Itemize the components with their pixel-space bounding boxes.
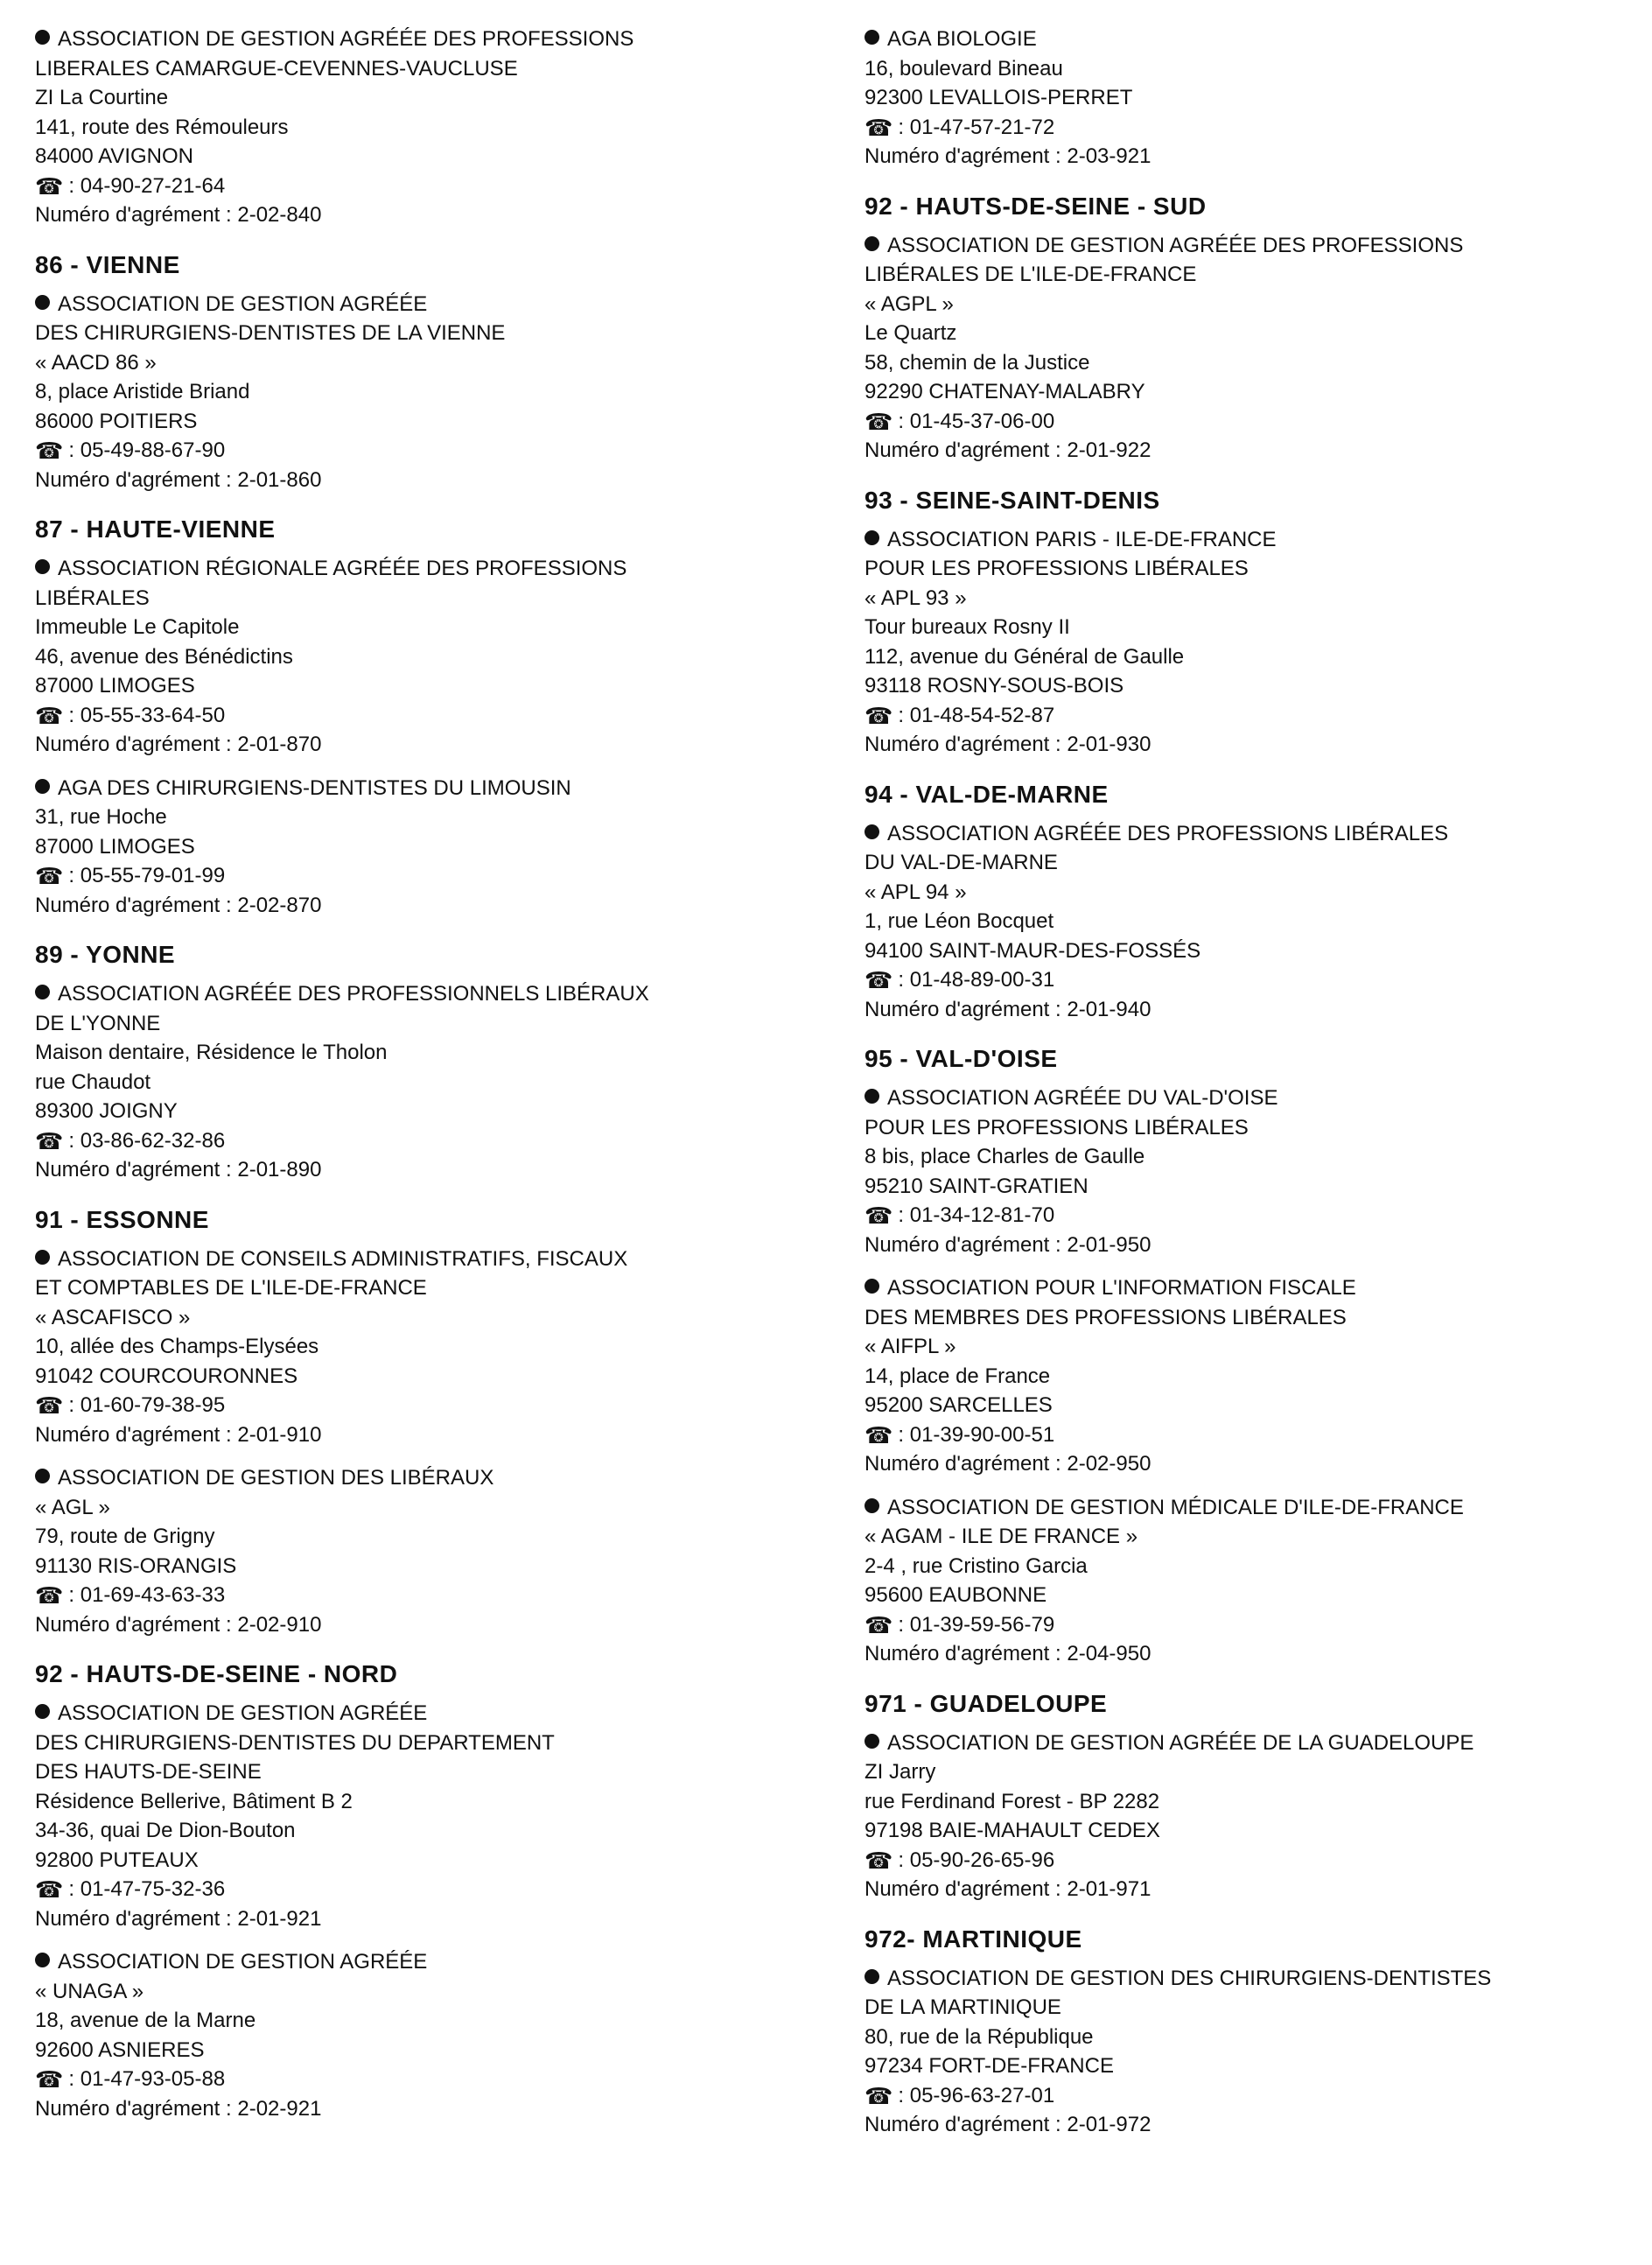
address-line: « APL 93 » xyxy=(864,586,967,610)
association-name: ASSOCIATION DE GESTION MÉDICALE D'ILE-DE-FRANCE xyxy=(864,1493,1634,1523)
address-line: « AACD 86 » xyxy=(35,350,157,375)
association-entry xyxy=(864,1083,1634,1259)
association-entry xyxy=(35,1699,822,1933)
agrement-number: Numéro d'agrément : 2-01-910 xyxy=(35,1422,322,1447)
address-line: 46, avenue des Bénédictins xyxy=(35,644,293,669)
agrement-number: Numéro d'agrément : 2-03-921 xyxy=(864,144,1152,168)
association-entry xyxy=(35,774,822,921)
address-line: rue Ferdinand Forest - BP 2282 xyxy=(864,1789,1160,1813)
address-line: DES CHIRURGIENS-DENTISTES DU DEPARTEMENT xyxy=(35,1730,555,1755)
address-line: 58, chemin de la Justice xyxy=(864,350,1090,375)
phone-number: : 01-48-89-00-31 xyxy=(898,968,1055,992)
telephone-icon: ☎ xyxy=(35,702,64,729)
right-column xyxy=(864,25,1634,2154)
association-name: ASSOCIATION POUR L'INFORMATION FISCALE xyxy=(864,1273,1634,1303)
phone-line xyxy=(864,1420,1634,1450)
phone-number: : 05-90-26-65-96 xyxy=(898,1848,1055,1872)
association-name: ASSOCIATION DE GESTION AGRÉÉE xyxy=(35,1947,822,1977)
address-line: Immeuble Le Capitole xyxy=(35,615,240,639)
phone-number: : 01-39-90-00-51 xyxy=(898,1422,1055,1447)
association-name: ASSOCIATION DE GESTION DES LIBÉRAUX xyxy=(35,1463,822,1493)
address-line: 31, rue Hoche xyxy=(35,805,167,829)
agrement-number: Numéro d'agrément : 2-01-921 xyxy=(35,1906,322,1931)
department-heading: 95 - VAL-D'OISE xyxy=(864,1045,1058,1072)
agrement-number: Numéro d'agrément : 2-02-950 xyxy=(864,1452,1152,1476)
association-name: ASSOCIATION AGRÉÉE DU VAL-D'OISE xyxy=(864,1083,1634,1113)
association-name: ASSOCIATION DE GESTION AGRÉÉE DE LA GUADELOUPE xyxy=(864,1729,1634,1758)
telephone-icon: ☎ xyxy=(864,967,893,993)
phone-number: : 01-45-37-06-00 xyxy=(898,409,1055,433)
phone-number: : 05-49-88-67-90 xyxy=(68,438,226,462)
phone-line xyxy=(35,1391,822,1420)
address-line: 80, rue de la République xyxy=(864,2024,1094,2049)
association-entry xyxy=(35,1947,822,2123)
telephone-icon: ☎ xyxy=(864,1611,893,1638)
address-line: « AGAM - ILE DE FRANCE » xyxy=(864,1525,1138,1548)
department-heading: 92 - HAUTS-DE-SEINE - SUD xyxy=(864,192,1207,220)
department-heading: 93 - SEINE-SAINT-DENIS xyxy=(864,486,1160,514)
department-heading: 971 - GUADELOUPE xyxy=(864,1689,1108,1717)
phone-line xyxy=(864,1610,1634,1640)
association-name: ASSOCIATION PARIS - ILE-DE-FRANCE xyxy=(864,525,1634,555)
address-line: 112, avenue du Général de Gaulle xyxy=(864,644,1185,669)
telephone-icon: ☎ xyxy=(864,1421,893,1448)
address-line: LIBERALES CAMARGUE-CEVENNES-VAUCLUSE xyxy=(35,56,518,81)
phone-number: : 01-47-57-21-72 xyxy=(898,115,1055,139)
telephone-icon: ☎ xyxy=(864,1847,893,1874)
association-name: ASSOCIATION DE CONSEILS ADMINISTRATIFS, FISCAUX xyxy=(35,1245,822,1274)
telephone-icon: ☎ xyxy=(35,863,64,889)
address-line: 97198 BAIE-MAHAULT CEDEX xyxy=(864,1819,1160,1842)
phone-line xyxy=(864,407,1634,437)
address-line: DE L'YONNE xyxy=(35,1011,161,1035)
address-line: 141, route des Rémouleurs xyxy=(35,115,289,139)
agrement-number: Numéro d'agrément : 2-01-940 xyxy=(864,997,1152,1021)
association-entry xyxy=(35,25,822,230)
phone-number: : 01-69-43-63-33 xyxy=(68,1583,226,1607)
address-line: Maison dentaire, Résidence le Tholon xyxy=(35,1041,388,1064)
department-heading: 89 - YONNE xyxy=(35,941,176,968)
address-line: POUR LES PROFESSIONS LIBÉRALES xyxy=(864,557,1249,580)
address-line: 95210 SAINT-GRATIEN xyxy=(864,1174,1088,1198)
address-line: 8, place Aristide Briand xyxy=(35,380,250,403)
phone-number: : 01-39-59-56-79 xyxy=(898,1612,1055,1637)
telephone-icon: ☎ xyxy=(35,1392,64,1419)
phone-line xyxy=(864,1201,1634,1231)
address-line: « AIFPL » xyxy=(864,1335,956,1358)
phone-line xyxy=(35,1126,822,1156)
phone-line xyxy=(35,701,822,731)
phone-number: : 04-90-27-21-64 xyxy=(68,173,226,198)
association-entry xyxy=(864,819,1634,1025)
address-line: DES HAUTS-DE-SEINE xyxy=(35,1760,262,1784)
address-line: Tour bureaux Rosny II xyxy=(864,615,1070,639)
phone-number: : 03-86-62-32-86 xyxy=(68,1128,226,1153)
address-line: 84000 AVIGNON xyxy=(35,144,193,168)
association-entry xyxy=(35,979,822,1185)
agrement-number: Numéro d'agrément : 2-02-840 xyxy=(35,203,322,227)
address-line: 8 bis, place Charles de Gaulle xyxy=(864,1145,1145,1168)
address-line: 34-36, quai De Dion-Bouton xyxy=(35,1819,296,1842)
address-line: rue Chaudot xyxy=(35,1069,151,1094)
address-line: 79, route de Grigny xyxy=(35,1525,215,1548)
association-name: ASSOCIATION DE GESTION AGRÉÉE DES PROFESSIONS xyxy=(864,231,1634,261)
telephone-icon: ☎ xyxy=(864,408,893,435)
department-heading: 87 - HAUTE-VIENNE xyxy=(35,515,276,543)
phone-line xyxy=(864,701,1634,731)
address-line: 16, boulevard Bineau xyxy=(864,56,1063,81)
agrement-number: Numéro d'agrément : 2-01-930 xyxy=(864,733,1152,756)
association-entry xyxy=(864,25,1634,172)
association-entry xyxy=(864,1729,1634,1904)
address-line: 97234 FORT-DE-FRANCE xyxy=(864,2054,1114,2078)
phone-line xyxy=(864,965,1634,995)
phone-line xyxy=(35,1875,822,1904)
association-entry xyxy=(864,231,1634,466)
address-line: « APL 94 » xyxy=(864,880,967,904)
address-line: 87000 LIMOGES xyxy=(35,674,195,698)
address-line: 91042 COURCOURONNES xyxy=(35,1364,298,1388)
address-line: 95200 SARCELLES xyxy=(864,1393,1053,1417)
address-line: 87000 LIMOGES xyxy=(35,834,195,859)
address-line: ET COMPTABLES DE L'ILE-DE-FRANCE xyxy=(35,1276,427,1300)
address-line: 89300 JOIGNY xyxy=(35,1099,178,1123)
address-line: DE LA MARTINIQUE xyxy=(864,1995,1061,2019)
address-line: LIBÉRALES DE L'ILE-DE-FRANCE xyxy=(864,263,1197,286)
agrement-number: Numéro d'agrément : 2-01-860 xyxy=(35,467,322,492)
phone-number: : 01-47-75-32-36 xyxy=(68,1877,226,1901)
agrement-number: Numéro d'agrément : 2-02-910 xyxy=(35,1612,322,1637)
phone-number: : 01-34-12-81-70 xyxy=(898,1203,1055,1227)
address-line: 92600 ASNIERES xyxy=(35,2037,205,2062)
address-line: 92290 CHATENAY-MALABRY xyxy=(864,380,1145,403)
address-line: 2-4 , rue Cristino Garcia xyxy=(864,1553,1088,1578)
address-line: « AGPL » xyxy=(864,291,954,316)
address-line: « UNAGA » xyxy=(35,1979,144,2003)
phone-number: : 01-60-79-38-95 xyxy=(68,1393,226,1417)
phone-number: : 05-55-33-64-50 xyxy=(68,703,226,727)
association-name: ASSOCIATION RÉGIONALE AGRÉÉE DES PROFESSIONS xyxy=(35,554,822,584)
address-line: POUR LES PROFESSIONS LIBÉRALES xyxy=(864,1115,1249,1140)
address-line: DU VAL-DE-MARNE xyxy=(864,851,1058,874)
association-name: ASSOCIATION DE GESTION AGRÉÉE DES PROFESSIONS xyxy=(35,25,822,54)
department-heading: 91 - ESSONNE xyxy=(35,1205,209,1233)
address-line: LIBÉRALES xyxy=(35,586,150,610)
address-line: ZI Jarry xyxy=(864,1760,936,1784)
phone-line xyxy=(35,2065,822,2094)
association-entry xyxy=(864,525,1634,760)
agrement-number: Numéro d'agrément : 2-01-890 xyxy=(35,1158,322,1182)
association-name: ASSOCIATION AGRÉÉE DES PROFESSIONNELS LIBÉRAUX xyxy=(35,979,822,1009)
address-line: 1, rue Léon Bocquet xyxy=(864,909,1054,933)
association-entry xyxy=(864,1964,1634,2140)
telephone-icon: ☎ xyxy=(35,172,64,200)
address-line: 92800 PUTEAUX xyxy=(35,1848,199,1872)
telephone-icon: ☎ xyxy=(35,438,64,464)
telephone-icon: ☎ xyxy=(864,1203,893,1229)
phone-number: : 01-48-54-52-87 xyxy=(898,703,1055,727)
phone-number: : 05-55-79-01-99 xyxy=(68,864,226,887)
address-line: DES MEMBRES DES PROFESSIONS LIBÉRALES xyxy=(864,1305,1347,1329)
department-heading: 972- MARTINIQUE xyxy=(864,1925,1082,1953)
address-line: Le Quartz xyxy=(864,321,957,345)
agrement-number: Numéro d'agrément : 2-01-922 xyxy=(864,438,1152,462)
telephone-icon: ☎ xyxy=(35,2066,64,2093)
association-entry xyxy=(35,554,822,760)
telephone-icon: ☎ xyxy=(35,1582,64,1609)
phone-line xyxy=(864,2081,1634,2111)
phone-number: : 01-47-93-05-88 xyxy=(68,2067,226,2091)
address-line: « AGL » xyxy=(35,1495,110,1519)
address-line: 95600 EAUBONNE xyxy=(864,1583,1047,1607)
department-heading: 92 - HAUTS-DE-SEINE - NORD xyxy=(35,1660,398,1687)
agrement-number: Numéro d'agrément : 2-01-972 xyxy=(864,2113,1152,2136)
address-line: 14, place de France xyxy=(864,1364,1051,1388)
address-line: « ASCAFISCO » xyxy=(35,1305,191,1329)
association-name: ASSOCIATION DE GESTION AGRÉÉE xyxy=(35,1699,822,1729)
association-name: AGA DES CHIRURGIENS-DENTISTES DU LIMOUSIN xyxy=(35,774,822,803)
phone-line xyxy=(35,436,822,466)
phone-line xyxy=(864,113,1634,143)
phone-line xyxy=(864,1846,1634,1876)
agrement-number: Numéro d'agrément : 2-01-971 xyxy=(864,1877,1152,1901)
association-entry xyxy=(864,1273,1634,1479)
telephone-icon: ☎ xyxy=(864,114,893,141)
department-heading: 94 - VAL-DE-MARNE xyxy=(864,780,1109,808)
association-name: ASSOCIATION DE GESTION DES CHIRURGIENS-DENTISTES xyxy=(864,1964,1634,1994)
phone-line xyxy=(35,861,822,891)
agrement-number: Numéro d'agrément : 2-01-950 xyxy=(864,1232,1152,1257)
association-entry xyxy=(35,1245,822,1450)
address-line: 93118 ROSNY-SOUS-BOIS xyxy=(864,674,1124,698)
association-name: ASSOCIATION AGRÉÉE DES PROFESSIONS LIBÉRALES xyxy=(864,819,1634,849)
left-column xyxy=(35,25,822,2137)
telephone-icon: ☎ xyxy=(35,1876,64,1903)
agrement-number: Numéro d'agrément : 2-02-870 xyxy=(35,893,322,917)
address-line: 94100 SAINT-MAUR-DES-FOSSÉS xyxy=(864,938,1201,963)
address-line: Résidence Bellerive, Bâtiment B 2 xyxy=(35,1789,353,1813)
phone-number: : 05-96-63-27-01 xyxy=(898,2083,1055,2107)
address-line: 91130 RIS-ORANGIS xyxy=(35,1553,237,1578)
address-line: 10, allée des Champs-Elysées xyxy=(35,1335,319,1358)
telephone-icon: ☎ xyxy=(864,702,893,729)
telephone-icon: ☎ xyxy=(35,1127,64,1154)
agrement-number: Numéro d'agrément : 2-01-870 xyxy=(35,733,322,756)
association-entry xyxy=(864,1493,1634,1669)
association-entry xyxy=(35,1463,822,1639)
agrement-number: Numéro d'agrément : 2-02-921 xyxy=(35,2096,322,2121)
telephone-icon: ☎ xyxy=(864,2082,893,2109)
department-heading: 86 - VIENNE xyxy=(35,250,180,278)
address-line: ZI La Courtine xyxy=(35,86,169,109)
address-line: 18, avenue de la Marne xyxy=(35,2009,256,2032)
association-name: AGA BIOLOGIE xyxy=(864,25,1634,54)
agrement-number: Numéro d'agrément : 2-04-950 xyxy=(864,1642,1152,1665)
phone-line xyxy=(35,172,822,201)
phone-line xyxy=(35,1581,822,1610)
address-line: 92300 LEVALLOIS-PERRET xyxy=(864,86,1133,109)
address-line: DES CHIRURGIENS-DENTISTES DE LA VIENNE xyxy=(35,321,506,345)
association-name: ASSOCIATION DE GESTION AGRÉÉE xyxy=(35,290,822,319)
address-line: 86000 POITIERS xyxy=(35,409,198,433)
association-entry xyxy=(35,290,822,495)
